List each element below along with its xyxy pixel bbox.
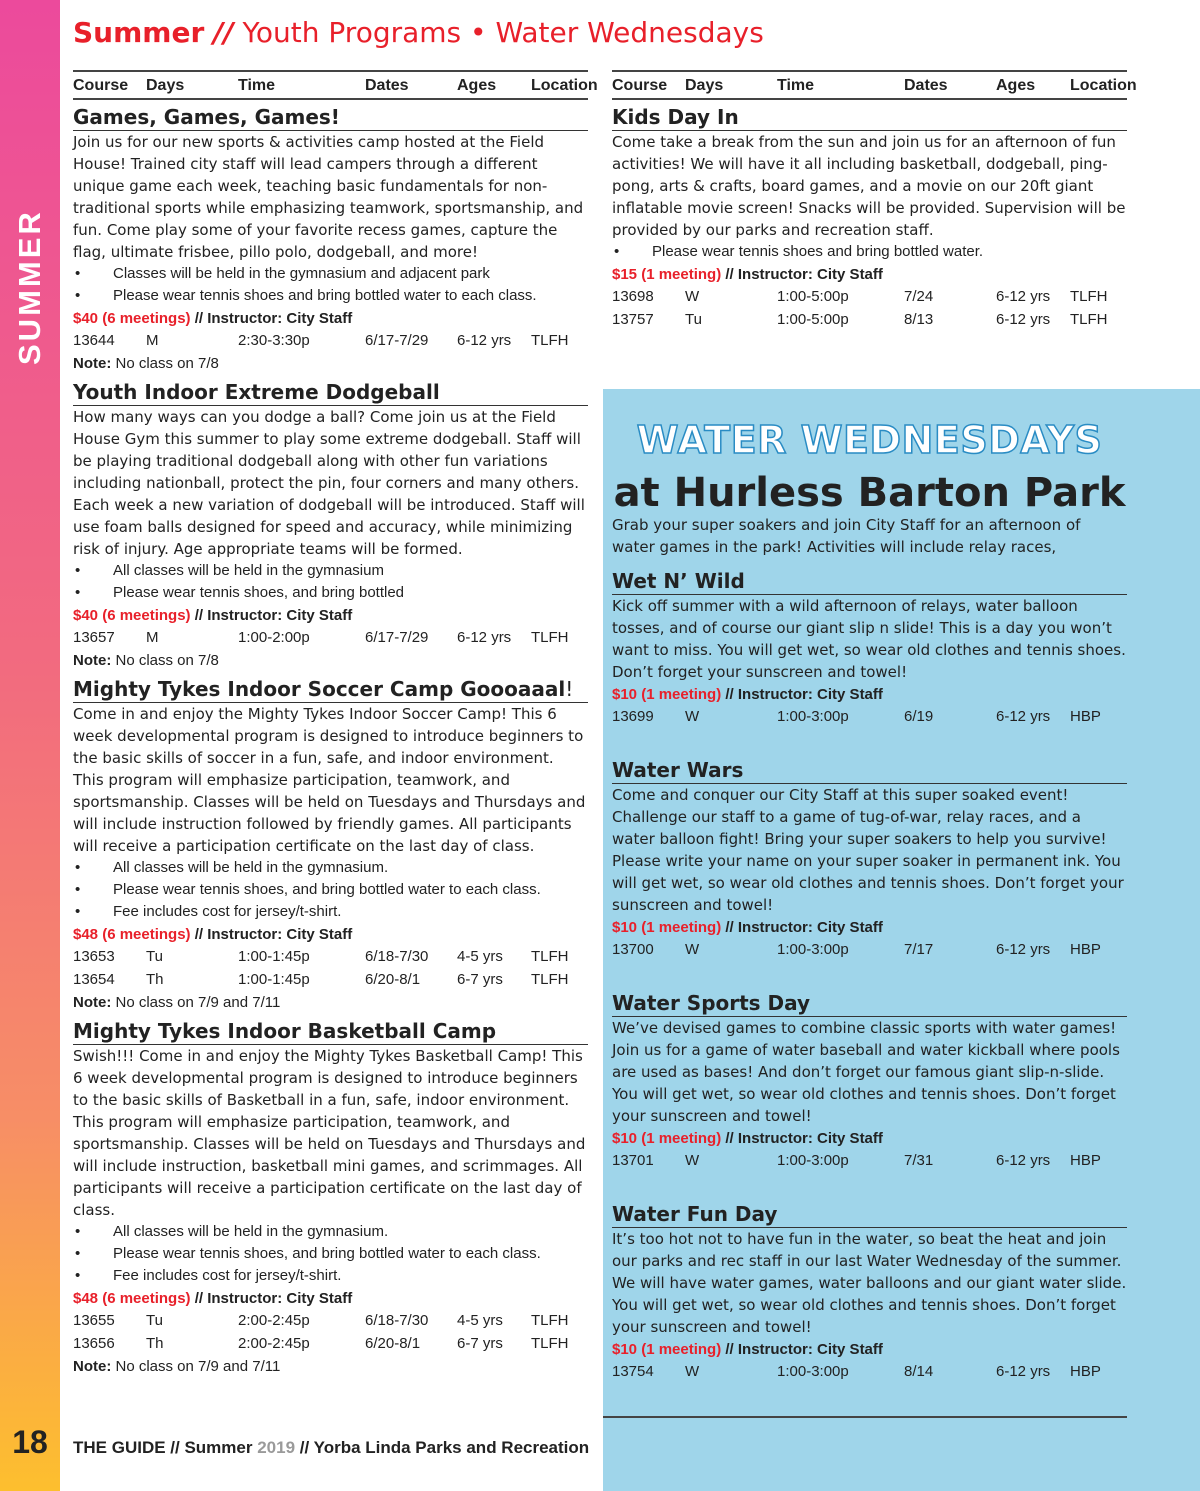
footer-city: // Yorba Linda Parks and Recreation [295, 1438, 590, 1457]
header-time: Time [777, 77, 815, 94]
program-note: Note: No class on 7/8 [73, 355, 219, 372]
header-days: Days [146, 77, 185, 94]
program-dodgeball [73, 379, 588, 672]
schedule-row: 13754 W 1:00-3:00p 8/14 6-12 yrs HBP [612, 1363, 1101, 1380]
program-bullets [73, 263, 588, 307]
bullet-item: • Please wear tennis shoes, and bring bottled water to each class. [73, 1243, 588, 1265]
event-water-sports-day [612, 990, 1127, 1173]
schedule-row: 13655 Tu 2:00-2:45p 6/18-7/30 4-5 yrs TLFH [73, 1312, 569, 1329]
program-soccer [73, 676, 588, 1014]
event-title: Water Wars [612, 757, 1127, 784]
bullet-item: • All classes will be held in the gymnasium [73, 560, 588, 582]
price: $10 (1 meeting) [612, 1341, 722, 1358]
event-wet-n-wild [612, 568, 1127, 729]
header-days: Days [685, 77, 724, 94]
header-location: Location [531, 77, 598, 94]
header-time: Time [238, 77, 276, 94]
event-fee [612, 683, 1127, 706]
program-description: Swish!!! Come in and enjoy the Mighty Tykes Basketball Camp! This 6 week developmental program is designed to introduce beginners to the basic skills of Basketball in a fun, safe, indoor environment. This program will emphasize participation, teamwork, and sportsmanship. Classes will be held on Tuesdays and Thursdays and will include instruction, basketball mini games, and scrimmages. All participants will receive a participation certificate on the last day of class. [73, 1047, 586, 1219]
bullet-item: • Fee includes cost for jersey/t-shirt. [73, 901, 588, 923]
schedule-row: 13644 M 2:30-3:30p 6/17-7/29 6-12 yrs TLFH [73, 332, 569, 349]
water-wednesdays-title: WATER WEDNESDAYS [636, 418, 1103, 462]
program-fee [73, 1287, 588, 1310]
header-location: Location [1070, 77, 1137, 94]
program-bullets [73, 1221, 588, 1287]
event-water-wars [612, 757, 1127, 962]
bullet-item: • Please wear tennis shoes, and bring bottled water to each class. [73, 879, 588, 901]
title-season: Summer [73, 16, 205, 49]
bullet-item: • Please wear tennis shoes and bring bottled water to each class. [73, 285, 588, 307]
schedule-row: 13700 W 1:00-3:00p 7/17 6-12 yrs HBP [612, 941, 1101, 958]
page-number: 18 [12, 1424, 48, 1460]
program-title: Games, Games, Games! [73, 104, 588, 131]
footer-rule [603, 1416, 1127, 1418]
instructor: // Instructor: City Staff [721, 686, 883, 703]
bullet-item: • Please wear tennis shoes and bring bottled water. [612, 241, 1127, 263]
program-title: Mighty Tykes Indoor Soccer Camp Goooaaal! [73, 676, 588, 703]
instructor: // Instructor: City Staff [190, 310, 353, 327]
program-description: Join us for our new sports & activities camp hosted at the Field House! Trained city staff will lead campers through a different unique game each week, teaching basic fundamentals for non-traditional sports while emphasizing teamwork, sportsmanship, and fun. Come play some of your favorite recess games, capture the flag, ultimate frisbee, pillo polo, dodgeball, and more! [73, 133, 584, 261]
schedule-row: 13699 W 1:00-3:00p 6/19 6-12 yrs HBP [612, 708, 1101, 725]
page-title [73, 16, 764, 49]
bullet-item: • Classes will be held in the gymnasium and adjacent park [73, 263, 588, 285]
footer-year: 2019 [257, 1438, 296, 1457]
header-course: Course [73, 77, 129, 94]
program-fee [73, 604, 588, 627]
price: $48 (6 meetings) [73, 1290, 191, 1307]
water-events [612, 514, 1127, 1384]
sidebar-label: SUMMER [12, 209, 47, 365]
event-title: Water Sports Day [612, 990, 1127, 1017]
event-description: It’s too hot not to have fun in the water, so beat the heat and join our parks and rec staff in our last Water Wednesday of the summer. We will have water games, water balloons and our giant water slide. You will get wet, so wear old clothes and tennis shoes. Don’t forget your sunscreen and towel! [612, 1230, 1127, 1336]
program-note: Note: No class on 7/8 [73, 652, 219, 669]
bullet-item: • Fee includes cost for jersey/t-shirt. [73, 1265, 588, 1287]
event-title: Water Fun Day [612, 1201, 1127, 1228]
bullet-item: • All classes will be held in the gymnasium. [73, 1221, 588, 1243]
title-separator: // [213, 16, 234, 49]
price: $10 (1 meeting) [612, 686, 722, 703]
right-column [612, 70, 1137, 332]
header-course: Course [612, 77, 668, 94]
event-water-fun-day [612, 1201, 1127, 1384]
header-ages: Ages [996, 77, 1036, 94]
event-fee [612, 916, 1127, 939]
schedule-row: 13656 Th 2:00-2:45p 6/20-8/1 6-7 yrs TLFH [73, 1335, 569, 1352]
instructor: // Instructor: City Staff [721, 1130, 883, 1147]
instructor: // Instructor: City Staff [721, 919, 883, 936]
program-fee [73, 307, 588, 330]
program-note: Note: No class on 7/9 and 7/11 [73, 994, 281, 1011]
schedule-row: 13657 M 1:00-2:00p 6/17-7/29 6-12 yrs TLFH [73, 629, 569, 646]
program-bullets [612, 241, 1127, 263]
price: $48 (6 meetings) [73, 926, 191, 943]
schedule-row: 13757 Tu 1:00-5:00p 8/13 6-12 yrs TLFH [612, 311, 1108, 328]
program-title: Mighty Tykes Indoor Basketball Camp [73, 1018, 588, 1045]
program-title: Kids Day In [612, 104, 1127, 131]
header-ages: Ages [457, 77, 497, 94]
instructor: // Instructor: City Staff [190, 926, 353, 943]
program-description: How many ways can you dodge a ball? Come join us at the Field House Gym this summer to play some extreme dodgeball. Staff will be playing traditional dodgeball along with other fun variations including nationball, protect the pin, four corners and many others. Each week a new variation of dodgeball will be introduced. Staff will use foam balls designed for speed and accuracy, while minimizing risk of injury. Age appropriate teams will be formed. [73, 408, 585, 558]
instructor: // Instructor: City Staff [190, 607, 353, 624]
header-dates: Dates [904, 77, 948, 94]
column-header-right [612, 70, 1137, 100]
program-note: Note: No class on 7/9 and 7/11 [73, 1358, 281, 1375]
price: $10 (1 meeting) [612, 919, 722, 936]
price: $15 (1 meeting) [612, 266, 722, 283]
column-header-left [73, 70, 598, 100]
footer [73, 1438, 589, 1458]
program-fee [73, 923, 588, 946]
instructor: // Instructor: City Staff [721, 1341, 883, 1358]
price: $10 (1 meeting) [612, 1130, 722, 1147]
program-games [73, 104, 588, 375]
event-fee [612, 1338, 1127, 1361]
schedule-row: 13701 W 1:00-3:00p 7/31 6-12 yrs HBP [612, 1152, 1101, 1169]
schedule-row: 13654 Th 1:00-1:45p 6/20-8/1 6-7 yrs TLFH [73, 971, 569, 988]
price: $40 (6 meetings) [73, 607, 191, 624]
instructor: // Instructor: City Staff [190, 1290, 353, 1307]
program-title: Youth Indoor Extreme Dodgeball [73, 379, 588, 406]
event-description: We’ve devised games to combine classic sports with water games! Join us for a game of water baseball and water kickball where pools are used as bases! And don’t forget our famous giant slip-n-slide. You will get wet, so wear old clothes and tennis shoes. Don’t forget your sunscreen and towel! [612, 1019, 1120, 1125]
bullet-item: • Please wear tennis shoes, and bring bottled [73, 582, 588, 604]
event-description: Come and conquer our City Staff at this super soaked event! Challenge our staff to a game of tug-of-war, relay races, and a water balloon fight! Bring your super soakers to help you survive! Please write your name on your super soaker in permanent ink. You will get wet, so wear old clothes and tennis shoes. Don’t forget your sunscreen and towel! [612, 786, 1124, 914]
program-bullets [73, 857, 588, 923]
water-wednesdays-subtitle: at Hurless Barton Park [613, 470, 1126, 516]
schedule-row: 13698 W 1:00-5:00p 7/24 6-12 yrs TLFH [612, 288, 1108, 305]
program-basketball [73, 1018, 588, 1378]
water-wednesdays-intro: Grab your super soakers and join City Staff for an afternoon of water games in the park! Activities will include relay races, [612, 516, 1081, 556]
schedule-row: 13653 Tu 1:00-1:45p 6/18-7/30 4-5 yrs TLFH [73, 948, 569, 965]
program-description: Come take a break from the sun and join us for an afternoon of fun activities! We will have it all including basketball, dodgeball, ping-pong, arts & crafts, board games, and a movie on our 20ft giant inflatable movie screen! Snacks will be provided. Supervision will be provided by our parks and recreation staff. [612, 133, 1126, 239]
event-title: Wet N’ Wild [612, 568, 1127, 595]
summer-sidebar [0, 0, 60, 1491]
event-description: Kick off summer with a wild afternoon of relays, water balloon tosses, and of course our giant slip n slide! This is a day you won’t want to miss. You will get wet, so wear old clothes and tennis shoes. Don’t forget your sunscreen and towel! [612, 597, 1126, 681]
program-description: Come in and enjoy the Mighty Tykes Indoor Soccer Camp! This 6 week developmental program is designed to introduce beginners to the basic skills of soccer in a fun, safe, and indoor environment. This program will emphasize participation, teamwork, and sportsmanship. Classes will be held on Tuesdays and Thursdays and will include instruction followed by friendly games. All participants will receive a participation certificate on the last day of class. [73, 705, 586, 855]
program-bullets [73, 560, 588, 604]
event-fee [612, 1127, 1127, 1150]
footer-guide: THE GUIDE // Summer [73, 1438, 258, 1457]
title-section: Youth Programs • Water Wednesdays [242, 16, 764, 49]
program-kids-day-in [612, 104, 1127, 332]
bullet-item: • All classes will be held in the gymnasium. [73, 857, 588, 879]
price: $40 (6 meetings) [73, 310, 191, 327]
instructor: // Instructor: City Staff [721, 266, 883, 283]
left-column [73, 70, 598, 1378]
program-fee [612, 263, 1127, 286]
header-dates: Dates [365, 77, 409, 94]
